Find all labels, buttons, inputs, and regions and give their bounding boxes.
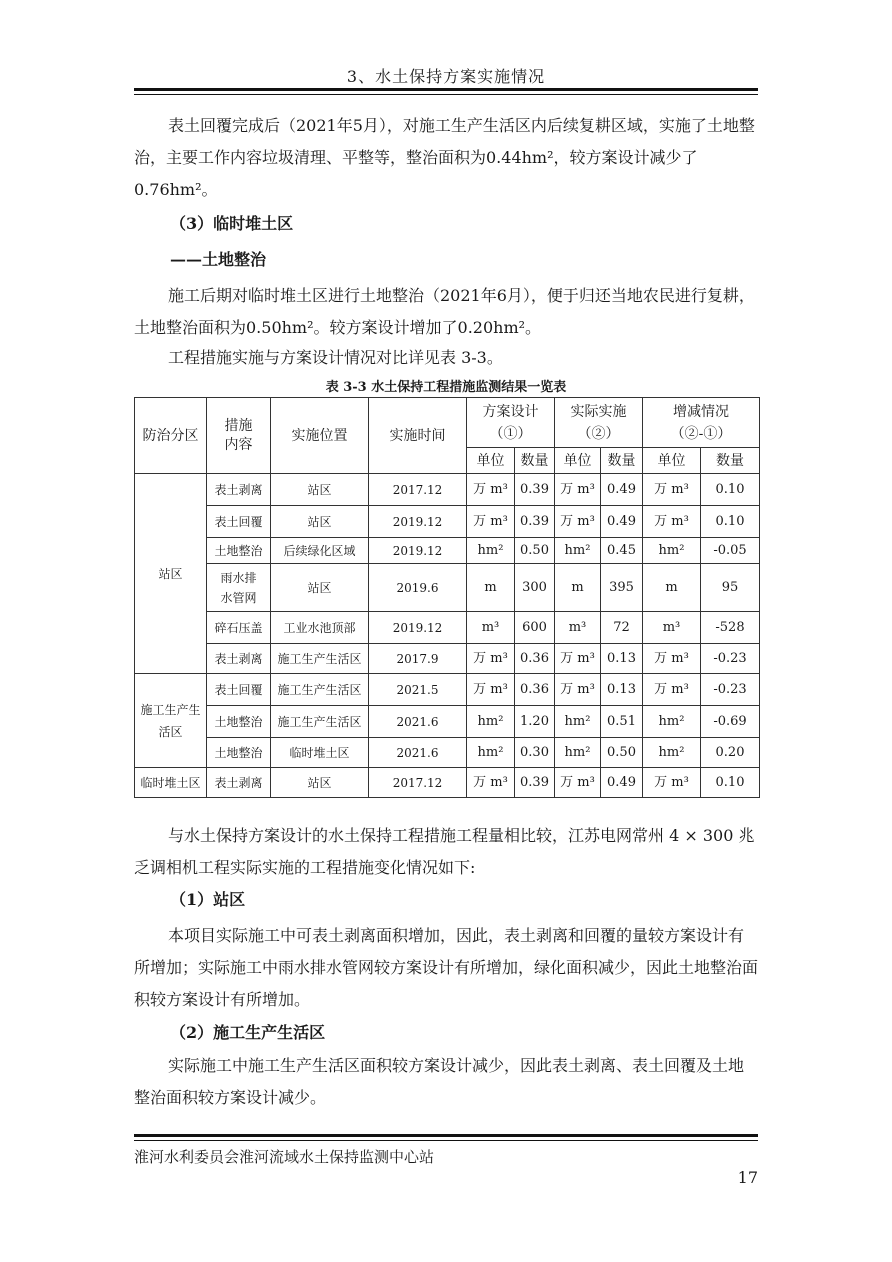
cell-time: 2021.6 (369, 706, 467, 738)
cell-unit: hm² (467, 738, 515, 768)
cell-unit: 万 m³ (643, 768, 701, 798)
heading-temporary-spoil-area: （3）临时堆土区 (170, 214, 294, 233)
header-change: 增减情况 （②-①） (643, 398, 760, 448)
cell-unit: m³ (467, 612, 515, 644)
subheading-land-consolidation: ——土地整治 (170, 250, 267, 269)
cell-unit: m (467, 564, 515, 612)
cell-qty: 0.50 (515, 538, 555, 564)
cell-unit: m³ (643, 612, 701, 644)
page-number: 17 (737, 1168, 758, 1187)
cell-time: 2017.12 (369, 474, 467, 506)
cell-time: 2019.12 (369, 612, 467, 644)
monitoring-results-table (134, 397, 760, 798)
table-row (135, 538, 760, 564)
cell-location: 站区 (271, 474, 369, 506)
header-rule (134, 88, 758, 91)
paragraph-station-changes: 本项目实际施工中可表土剥离面积增加，因此，表土剥离和回覆的量较方案设计有所增加；实际施工中雨水排水管网较方案设计有所增加，绿化面积减少，因此土地整治面积较方案设计有所增加。 (134, 926, 759, 1009)
cell-measure: 土地整治 (207, 706, 271, 738)
cell-time: 2017.9 (369, 644, 467, 674)
cell-qty: 0.13 (601, 644, 643, 674)
cell-unit: 万 m³ (555, 674, 601, 706)
table-row (135, 564, 760, 612)
cell-time: 2019.6 (369, 564, 467, 612)
header-time: 实施时间 (369, 398, 467, 474)
cell-qty: 0.13 (601, 674, 643, 706)
table-row (135, 768, 760, 798)
cell-unit: 万 m³ (467, 674, 515, 706)
cell-location: 施工生产生活区 (271, 674, 369, 706)
table-row (135, 474, 760, 506)
zone-cell-construction-living: 施工生产生活区 (135, 674, 207, 768)
cell-unit: hm² (555, 538, 601, 564)
cell-qty: 0.49 (601, 474, 643, 506)
cell-measure: 表土剥离 (207, 644, 271, 674)
cell-time: 2017.12 (369, 768, 467, 798)
cell-location: 站区 (271, 506, 369, 538)
cell-location: 工业水池顶部 (271, 612, 369, 644)
cell-measure: 土地整治 (207, 738, 271, 768)
cell-qty: 0.36 (515, 644, 555, 674)
table-row (135, 612, 760, 644)
paragraph-comparison-intro: 与水土保持方案设计的水土保持工程措施工程量相比较，江苏电网常州 4 × 300 兆乏调相机工程实际实施的工程措施变化情况如下: (134, 826, 755, 877)
cell-qty: 0.39 (515, 474, 555, 506)
cell-unit: hm² (467, 538, 515, 564)
table-row (135, 706, 760, 738)
cell-unit: m (555, 564, 601, 612)
cell-unit: hm² (467, 706, 515, 738)
cell-unit: 万 m³ (643, 506, 701, 538)
cell-qty: 0.51 (601, 706, 643, 738)
cell-time: 2019.12 (369, 506, 467, 538)
zone-cell-station: 站区 (135, 474, 207, 674)
cell-location: 临时堆土区 (271, 738, 369, 768)
cell-time: 2021.5 (369, 674, 467, 706)
cell-qty: -528 (701, 612, 760, 644)
cell-qty: 0.49 (601, 768, 643, 798)
cell-location: 施工生产生活区 (271, 644, 369, 674)
table-row (135, 738, 760, 768)
footer-rule (134, 1134, 758, 1137)
cell-unit: hm² (555, 738, 601, 768)
cell-qty: 0.10 (701, 506, 760, 538)
cell-unit: 万 m³ (467, 644, 515, 674)
cell-unit: 万 m³ (643, 674, 701, 706)
header-zone: 防治分区 (135, 398, 207, 474)
cell-measure: 表土剥离 (207, 768, 271, 798)
paragraph-topsoil-return: 表土回覆完成后（2021年5月），对施工生产生活区内后续复耕区域，实施了土地整治，主要工作内容垃圾清理、平整等，整治面积为0.44hm²，较方案设计减少了0.76hm²。 (134, 116, 755, 199)
table-row (135, 506, 760, 538)
cell-qty: 1.20 (515, 706, 555, 738)
header-unit: 单位 (467, 448, 515, 474)
cell-time: 2019.12 (369, 538, 467, 564)
cell-unit: hm² (555, 706, 601, 738)
heading-construction-living-area: （2）施工生产生活区 (170, 1023, 326, 1042)
cell-qty: 0.10 (701, 768, 760, 798)
header-qty: 数量 (601, 448, 643, 474)
cell-qty: 300 (515, 564, 555, 612)
header-unit: 单位 (643, 448, 701, 474)
cell-measure: 碎石压盖 (207, 612, 271, 644)
header-unit: 单位 (555, 448, 601, 474)
cell-location: 站区 (271, 768, 369, 798)
cell-time: 2021.6 (369, 738, 467, 768)
cell-unit: hm² (643, 538, 701, 564)
header-actual: 实际实施 （②） (555, 398, 643, 448)
cell-qty: 0.49 (601, 506, 643, 538)
cell-unit: 万 m³ (555, 474, 601, 506)
cell-location: 后续绿化区域 (271, 538, 369, 564)
cell-qty: 72 (601, 612, 643, 644)
cell-qty: 0.39 (515, 768, 555, 798)
cell-qty: 0.30 (515, 738, 555, 768)
header-rule-thin (134, 94, 758, 95)
header-measure: 措施内容 (207, 398, 271, 474)
cell-unit: m (643, 564, 701, 612)
cell-qty: 0.36 (515, 674, 555, 706)
footer-organization: 淮河水利委员会淮河流域水土保持监测中心站 (134, 1148, 435, 1166)
cell-measure: 雨水排水管网 (207, 564, 271, 612)
table-row (135, 644, 760, 674)
cell-qty: 600 (515, 612, 555, 644)
cell-qty: 0.45 (601, 538, 643, 564)
header-qty: 数量 (701, 448, 760, 474)
cell-unit: 万 m³ (467, 768, 515, 798)
cell-measure: 表土剥离 (207, 474, 271, 506)
cell-qty: 0.50 (601, 738, 643, 768)
cell-unit: 万 m³ (555, 768, 601, 798)
table-row (135, 674, 760, 706)
paragraph-construction-changes: 实际施工中施工生产生活区面积较方案设计减少，因此表土剥离、表土回覆及土地整治面积较方案设计减少。 (134, 1056, 745, 1107)
cell-measure: 表土回覆 (207, 506, 271, 538)
cell-location: 站区 (271, 564, 369, 612)
header-location: 实施位置 (271, 398, 369, 474)
cell-qty: -0.23 (701, 644, 760, 674)
cell-unit: 万 m³ (467, 506, 515, 538)
cell-qty: -0.05 (701, 538, 760, 564)
cell-unit: m³ (555, 612, 601, 644)
heading-station-area: （1）站区 (170, 890, 246, 909)
header-design: 方案设计 （①） (467, 398, 555, 448)
cell-unit: 万 m³ (555, 644, 601, 674)
cell-qty: 0.39 (515, 506, 555, 538)
cell-location: 施工生产生活区 (271, 706, 369, 738)
cell-unit: 万 m³ (467, 474, 515, 506)
table-caption: 表 3-3 水土保持工程措施监测结果一览表 (325, 380, 567, 395)
header-qty: 数量 (515, 448, 555, 474)
cell-measure: 表土回覆 (207, 674, 271, 706)
paragraph-spoil-land-consolidation: 施工后期对临时堆土区进行土地整治（2021年6月），便于归还当地农民进行复耕，土地整治面积为0.50hm²。较方案设计增加了0.20hm²。 (134, 286, 755, 337)
footer-rule-thin (134, 1140, 758, 1141)
cell-unit: 万 m³ (643, 474, 701, 506)
zone-cell-temporary-spoil: 临时堆土区 (135, 768, 207, 798)
cell-qty: -0.69 (701, 706, 760, 738)
cell-qty: 95 (701, 564, 760, 612)
page-header-title: 3、水土保持方案实施情况 (346, 67, 546, 86)
cell-qty: -0.23 (701, 674, 760, 706)
cell-qty: 0.10 (701, 474, 760, 506)
paragraph-table-reference: 工程措施实施与方案设计情况对比详见表 3-3。 (168, 348, 503, 367)
cell-unit: 万 m³ (555, 506, 601, 538)
cell-qty: 395 (601, 564, 643, 612)
cell-qty: 0.20 (701, 738, 760, 768)
cell-measure: 土地整治 (207, 538, 271, 564)
cell-unit: 万 m³ (643, 644, 701, 674)
cell-unit: hm² (643, 738, 701, 768)
cell-unit: hm² (643, 706, 701, 738)
